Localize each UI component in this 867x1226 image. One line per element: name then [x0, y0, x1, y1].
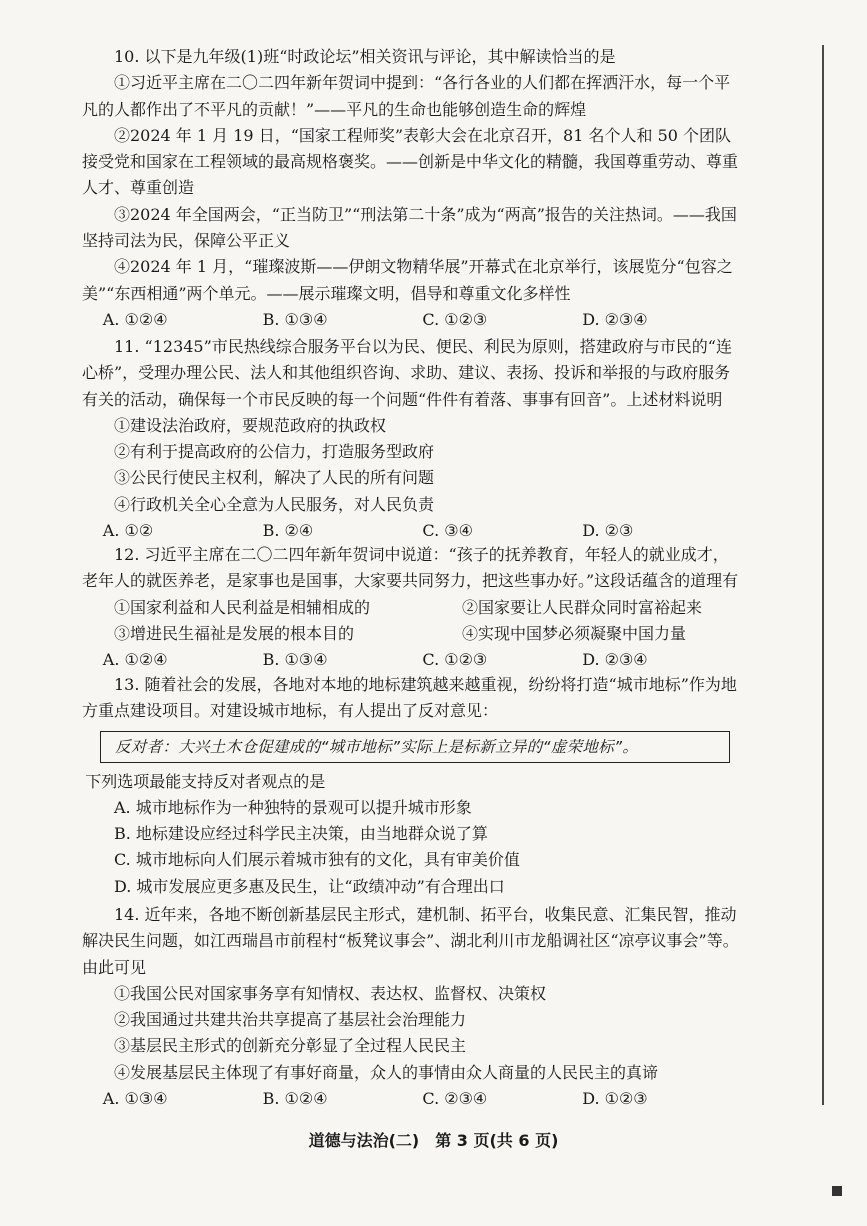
q10-stem: 10. 以下是九年级(1)班“时政论坛”相关资讯与评论，其中解读恰当的是 [114, 47, 616, 66]
question-14 [82, 902, 742, 1112]
q13-option-d: D. 城市发展应更多惠及民生，让“政绩冲动”有合理出口 [114, 876, 505, 896]
q14-option-c: C. ②③④ [422, 1089, 488, 1109]
q10-option-d: D. ②③④ [582, 309, 648, 329]
q12-option-c: C. ①②③ [422, 650, 488, 670]
q10-statement-4: ④2024 年 1 月，“璀璨波斯——伊朗文物精华展”开幕式在北京举行，该展览分“包容之美”“东西相通”两个单元。——展示璀璨文明，倡导和尊重文化多样性 [82, 257, 733, 303]
q14-statement-1: ①我国公民对国家事务享有知情权、表达权、监督权、决策权 [114, 983, 547, 1003]
q11-option-b: B. ②④ [262, 521, 314, 541]
q12-stem: 12. 习近平主席在二〇二四年新年贺词中说道：“孩子的抚养教育，年轻人的就业成才，老年人的就医养老，是家事也是国事，大家要共同努力，把这些事办好。”这段话蕴含的道理有 [82, 545, 739, 591]
q14-option-a: A. ①③④ [102, 1089, 168, 1109]
q11-statement-1: ①建设法治政府，要规范政府的执政权 [114, 415, 387, 435]
q11-option-a: A. ①② [102, 521, 154, 541]
q10-statement-3: ③2024 年全国两会，“正当防卫”“刑法第二十条”成为“两高”报告的关注热词。——我国坚持司法为民，保障公平正义 [82, 204, 737, 251]
q11-options [82, 518, 742, 544]
q10-option-b: B. ①③④ [262, 309, 328, 329]
q14-options [82, 1086, 742, 1112]
question-12 [82, 542, 742, 673]
q11-option-c: C. ③④ [422, 521, 473, 541]
q12-row-2 [82, 621, 742, 647]
page-footer: 道德与法治(二) 第 3 页(共 6 页) [308, 1131, 559, 1150]
q12-options [82, 647, 742, 673]
question-10 [82, 44, 742, 333]
q10-option-a: A. ①②④ [102, 309, 168, 329]
question-13 [82, 672, 742, 900]
question-11 [82, 334, 742, 544]
q12-statement-3: ③增进民生福祉是发展的根本目的 [114, 623, 355, 643]
q14-statement-4: ④发展基层民主体现了有事好商量，众人的事情由众人商量的人民民主的真谛 [114, 1062, 659, 1082]
q14-option-d: D. ①②③ [582, 1089, 648, 1109]
q11-statement-4: ④行政机关全心全意为人民服务，对人民负责 [114, 494, 435, 514]
q12-statement-4: ④实现中国梦必须凝聚中国力量 [462, 623, 687, 643]
q13-option-a: A. 城市地标作为一种独特的景观可以提升城市形象 [114, 797, 472, 817]
q13-option-c: C. 城市地标向人们展示着城市独有的文化，具有审美价值 [114, 850, 520, 870]
q10-statement-2: ②2024 年 1 月 19 日，“国家工程师奖”表彰大会在北京召开，81 名个人和 50 个团队接受党和国家在工程领域的最高规格褒奖。——创新是中华文化的精髓，我国尊重劳动、尊重人才、尊重创造 [82, 125, 739, 198]
q12-option-b: B. ①③④ [262, 650, 328, 670]
q13-question: 下列选项最能支持反对者观点的是 [85, 771, 326, 791]
q12-statement-2: ②国家要让人民群众同时富裕起来 [462, 597, 703, 617]
q10-statement-1: ①习近平主席在二〇二四年新年贺词中提到：“各行各业的人们都在挥洒汗水，每一个平凡的人都作出了不平凡的贡献！”——平凡的生命也能够创造生命的辉煌 [82, 73, 731, 119]
q12-row-1 [82, 595, 742, 621]
q12-option-a: A. ①②④ [102, 650, 168, 670]
q12-statement-1: ①国家利益和人民利益是相辅相成的 [114, 597, 371, 617]
q14-option-b: B. ①②④ [262, 1089, 328, 1109]
q14-statement-2: ②我国通过共建共治共享提高了基层社会治理能力 [114, 1010, 467, 1030]
q10-option-c: C. ①②③ [422, 309, 488, 329]
q11-stem: 11. “12345”市民热线综合服务平台以为民、便民、利民为原则，搭建政府与市民的“连心桥”，受理办理公民、法人和其他组织咨询、求助、建议、表扬、投诉和举报的与政府服务有关的活动，确保每一个市民反映的每一个问题“件件有着落、事事有回音”。上述材料说明 [82, 337, 732, 409]
q14-stem: 14. 近年来，各地不断创新基层民主形式，建机制、拓平台，收集民意、汇集民智，推动解决民生问题，如江西瑞昌市前程村“板凳议事会”、湖北利川市龙船调社区“凉亭议事会”等。由此可见 [82, 905, 739, 977]
q14-statement-3: ③基层民主形式的创新充分彰显了全过程人民民主 [114, 1036, 467, 1056]
q11-statement-3: ③公民行使民主权利，解决了人民的所有问题 [114, 468, 435, 488]
right-margin-line [822, 45, 824, 1105]
q13-option-b: B. 地标建设应经过科学民主决策，由当地群众说了算 [114, 824, 488, 844]
q11-option-d: D. ②③ [582, 521, 634, 541]
q11-statement-2: ②有利于提高政府的公信力，打造服务型政府 [114, 442, 435, 462]
qr-code-icon [832, 1186, 842, 1196]
q13-opponent-quote-box: 反对者：大兴土木仓促建成的“城市地标”实际上是标新立异的“虚荣地标”。 [100, 731, 730, 763]
q10-options [82, 307, 742, 333]
q12-option-d: D. ②③④ [582, 650, 648, 670]
q13-stem: 13. 随着社会的发展，各地对本地的地标建筑越来越重视，纷纷将打造“城市地标”作为地方重点建设项目。对建设城市地标，有人提出了反对意见： [82, 675, 737, 721]
